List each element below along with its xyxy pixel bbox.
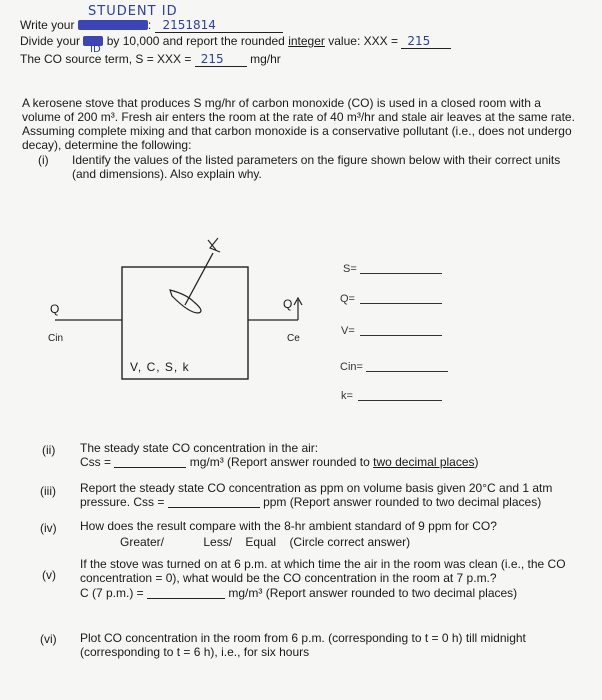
q6-text-line-1: Plot CO concentration in the room from 6 p.m. (corresponding to t = 0 h) till midnight (80, 631, 526, 645)
divide-integer: integer (288, 34, 325, 48)
q5-answer-suffix: mg/m³ (Report answer rounded to two decimal places) (228, 586, 518, 600)
q1-text-line-2: (and dimensions). Also explain why. (72, 167, 262, 181)
field-s-line[interactable] (360, 273, 442, 274)
q6-number: (vi) (40, 632, 57, 646)
q2-decimal-places: two decimal places (373, 455, 475, 469)
q3-answer-suffix: ppm (Report answer rounded to two decimal places) (263, 495, 542, 509)
problem-line-4: decay), determine the following: (22, 138, 192, 152)
outlet-c-label: Ce (287, 333, 300, 344)
q1-text-line-1: Identify the values of the listed parameters on the figure shown below with their correct units (72, 153, 561, 167)
option-less[interactable]: Less/ (203, 535, 233, 549)
field-v-line[interactable] (360, 335, 442, 336)
problem-line-2: volume of 200 m³. Fresh air enters the room at the rate of 40 m³/hr and stale air leaves at the same rate. (22, 110, 575, 124)
option-equal[interactable]: Equal (245, 535, 277, 549)
q4-number: (iv) (40, 521, 57, 535)
field-s-label: S= (343, 263, 357, 275)
field-k-label: k= (341, 390, 353, 402)
write-prefix: Write your (20, 18, 75, 32)
q6-text-line-2: (corresponding to t = 6 h), i.e., for six hours (80, 645, 310, 659)
q3-answer-line (80, 495, 541, 509)
stirrer-shaft (185, 253, 213, 305)
room-params-label: V, C, S, k (130, 360, 190, 374)
caret-mark: ID (90, 44, 101, 55)
field-q-label: Q= (340, 293, 355, 305)
field-cin-label: Cin= (340, 361, 363, 373)
q4-text: How does the result compare with the 8-hr ambient standard of 9 ppm for CO? (80, 519, 497, 533)
q2-number: (ii) (42, 443, 56, 457)
field-cin-line[interactable] (366, 371, 448, 372)
problem-line-1: A kerosene stove that produces S mg/hr of carbon monoxide (CO) is used in a closed room with a (22, 96, 541, 110)
co-source-value: 215 (200, 52, 224, 66)
inlet-c-label: Cin (48, 333, 64, 344)
problem-line-3: Assuming complete mixing and that carbon monoxide is a conservative pollutant (i.e., does not undergo (22, 124, 572, 138)
q1-number: (i) (38, 153, 49, 167)
stirrer-paddle (170, 290, 201, 313)
q3-text: Report the steady state CO concentration as ppm on volume basis given 20°C and 1 atm (80, 481, 553, 495)
divide-mid: by 10,000 and report the rounded (106, 34, 285, 48)
divide-suffix: value: XXX = (328, 34, 398, 48)
q4-options (120, 535, 410, 549)
q3-answer-prefix: pressure. Css = (80, 495, 165, 509)
q5-text-line-1: If the stove was turned on at 6 p.m. at which time the air in the room was clean (i.e., the CO (80, 557, 566, 571)
circle-instruction: (Circle correct answer) (289, 535, 411, 549)
q3-number: (iii) (40, 484, 56, 498)
outlet-q-label: Q (283, 297, 293, 311)
write-id-line: Write your : 2151814 (20, 18, 283, 33)
q2-answer-prefix: Css = (80, 455, 112, 469)
q5-answer-blank[interactable] (147, 598, 225, 599)
co-unit: mg/hr (250, 52, 281, 66)
student-id-handwritten: STUDENT ID (88, 4, 178, 19)
q2-answer-line: Css = mg/m³ (Report answer rounded to two decimal places) (80, 455, 479, 469)
field-q-line[interactable] (360, 303, 442, 304)
student-id-value: 2151814 (162, 18, 216, 32)
option-greater[interactable]: Greater/ (120, 535, 165, 549)
q2-answer-blank[interactable] (114, 467, 186, 468)
q5-answer-prefix: C (7 p.m.) = (80, 586, 144, 600)
q3-answer-blank[interactable] (168, 507, 260, 508)
inlet-q-label: Q (50, 302, 60, 316)
field-k-line[interactable] (358, 400, 442, 401)
q5-text-line-2: concentration = 0), what would be the CO concentration in the room at 7 p.m.? (80, 571, 497, 585)
q2-answer-suffix: mg/m³ (Report answer rounded to (189, 455, 370, 469)
divide-prefix: Divide your (20, 34, 81, 48)
q2-text: The steady state CO concentration in the air: (80, 441, 319, 455)
q5-answer-line (80, 586, 517, 600)
q5-number: (v) (42, 568, 56, 582)
co-prefix: The CO source term, S = XXX = (20, 52, 192, 66)
field-v-label: V= (341, 325, 355, 337)
rounded-value: 215 (407, 34, 431, 48)
